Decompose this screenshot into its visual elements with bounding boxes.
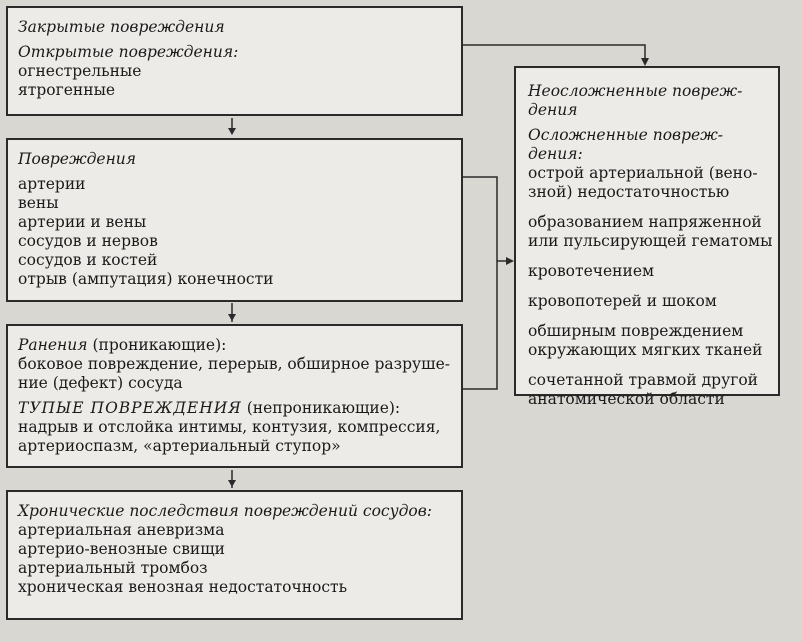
chronic-title: Хронические последствия повреждений сосудов:: [18, 502, 432, 520]
arrowhead-top-right: [641, 58, 649, 66]
complication-item: сочетанной травмой другой: [528, 371, 758, 389]
list-item: ятрогенные: [18, 81, 116, 99]
wounds-title: Ранения: [18, 336, 88, 354]
box-complications: [514, 66, 780, 408]
wounds-line: боковое повреждение, перерыв, обширное разруше-: [18, 355, 450, 373]
complication-item: окружающих мягких тканей: [528, 341, 763, 359]
wounds-line: ние (дефект) сосуда: [18, 374, 183, 392]
connector-top-to-right: [463, 45, 645, 64]
wounds-heading: [18, 336, 451, 355]
complication-item: кровопотерей и шоком: [528, 292, 717, 310]
box-wounds: [6, 324, 463, 468]
arrowhead-mid-right: [506, 257, 514, 265]
complication-item: анатомической области: [528, 390, 725, 408]
list-item: хроническая венозная недостаточность: [18, 578, 348, 596]
blunt-heading: [18, 399, 451, 418]
complication-item: образованием напряженной: [528, 213, 762, 231]
box-injuries: [6, 138, 463, 302]
connector-mid-to-right: [463, 177, 497, 389]
open-injuries-title: Открытые повреждения:: [18, 43, 239, 61]
uncomplicated-title: Неосложненные повреж-: [528, 82, 743, 100]
blunt-title: ТУПЫЕ ПОВРЕЖДЕНИЯ: [18, 399, 242, 417]
complication-item: зной) недостаточностью: [528, 183, 730, 201]
list-item: сосудов и нервов: [18, 232, 158, 250]
box-closed-open-injuries: [6, 6, 463, 116]
closed-injuries-title: Закрытые повреждения: [18, 18, 225, 36]
list-item: артерио-венозные свищи: [18, 540, 225, 558]
box-chronic-consequences: [6, 490, 463, 620]
list-item: артерии и вены: [18, 213, 147, 231]
complication-item: кровотечением: [528, 262, 655, 280]
uncomplicated-title: дения: [528, 101, 578, 119]
injuries-title: Повреждения: [18, 150, 137, 168]
list-item: огнестрельные: [18, 62, 142, 80]
blunt-note: (непроникающие):: [246, 399, 401, 417]
complication-item: или пульсирующей гематомы: [528, 232, 773, 250]
complicated-title: дения:: [528, 145, 583, 163]
arrowhead-3: [228, 480, 236, 487]
complication-item: острой артериальной (вено-: [528, 164, 758, 182]
list-item: артерии: [18, 175, 86, 193]
list-item: артериальная аневризма: [18, 521, 225, 539]
arrowhead-1: [228, 128, 236, 135]
arrowhead-2: [228, 314, 236, 321]
blunt-line: надрыв и отслойка интимы, контузия, компрессия,: [18, 418, 441, 436]
list-item: сосудов и костей: [18, 251, 158, 269]
wounds-note: (проникающие):: [92, 336, 227, 354]
complication-item: обширным повреждением: [528, 322, 744, 340]
blunt-line: артериоспазм, «артериальный ступор»: [18, 437, 341, 455]
complicated-title: Осложненные повреж-: [528, 126, 724, 144]
list-item: артериальный тромбоз: [18, 559, 208, 577]
list-item: отрыв (ампутация) конечности: [18, 270, 274, 288]
list-item: вены: [18, 194, 59, 212]
